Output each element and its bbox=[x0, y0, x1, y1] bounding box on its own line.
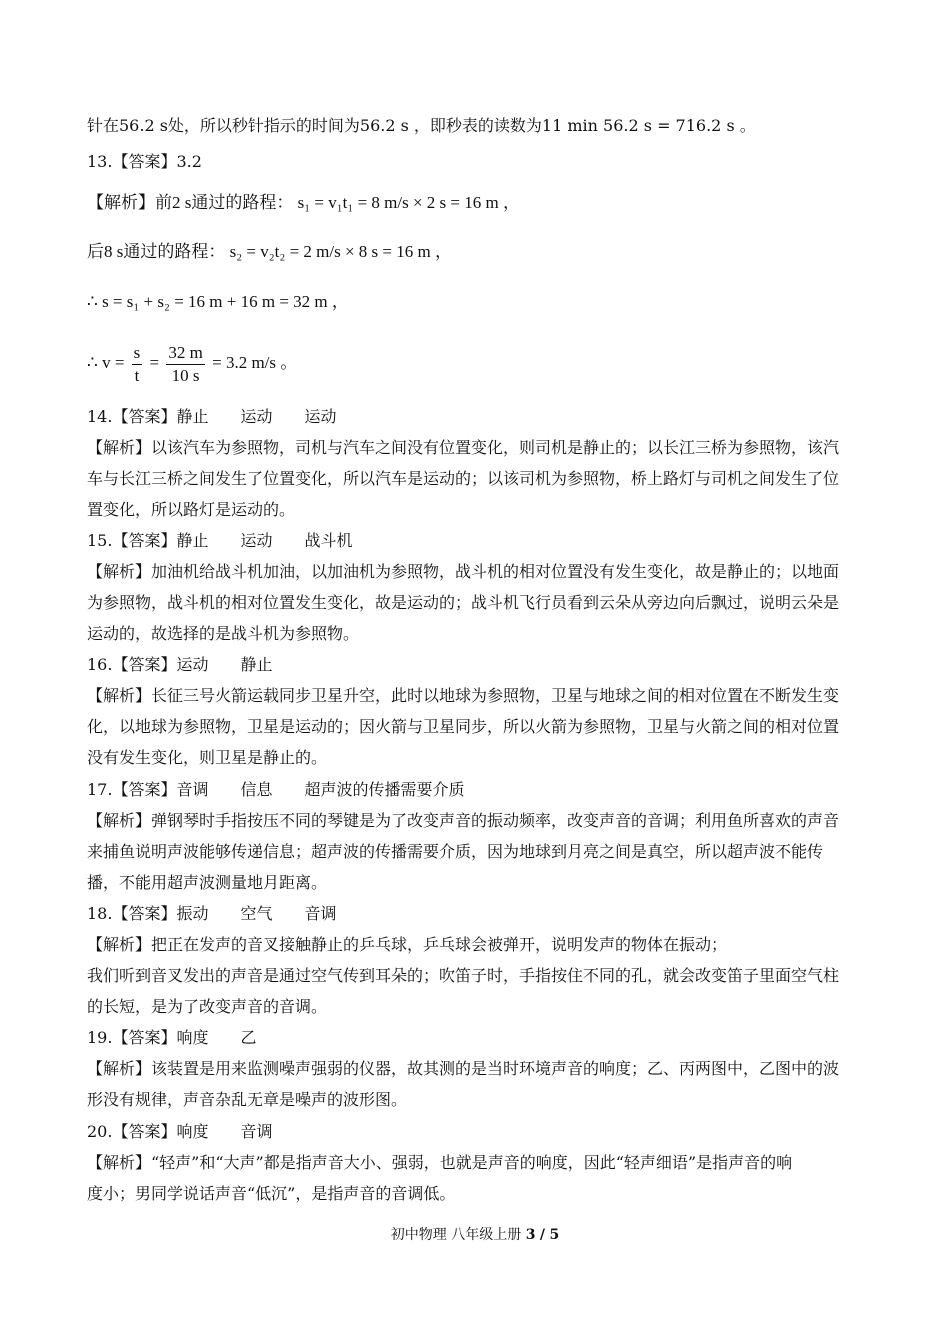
fraction-numerator: s bbox=[132, 342, 143, 365]
solution-17-line-1: 【解析】弹钢琴时手指按压不同的琴键是为了改变声音的振动频率，改变声音的音调；利用鱼所喜欢的声音 bbox=[87, 811, 840, 830]
solution-13-line-3: ∴ s = s₁ + s₂ = 16 m + 16 m = 32 m ， bbox=[87, 292, 349, 311]
solution-13-line-1: 【解析】前2 s通过的路程： s₁ = v₁t₁ = 8 m/s × 2 s = 16 m ， bbox=[87, 193, 520, 212]
answer-20: 20.【答案】响度 音调 bbox=[87, 1122, 273, 1141]
footer-separator: / bbox=[539, 1227, 546, 1243]
equals-sign: = bbox=[149, 353, 160, 372]
fraction-numerator: 32 m bbox=[166, 342, 204, 365]
answer-19: 19.【答案】响度 乙 bbox=[87, 1028, 257, 1047]
solution-15-line-3: 运动的，故选择的是战斗机为参照物。 bbox=[87, 624, 360, 643]
velocity-formula bbox=[87, 340, 867, 388]
answer-16: 16.【答案】运动 静止 bbox=[87, 655, 273, 674]
answer-15: 15.【答案】静止 运动 战斗机 bbox=[87, 531, 353, 550]
solution-18-line-3: 的长短，是为了改变声音的音调。 bbox=[87, 997, 328, 1016]
fraction-s-over-t bbox=[132, 342, 143, 387]
text-line: 针在56.2 s处，所以秒针指示的时间为56.2 s ，即秒表的读数为11 min 56.2 s = 716.2 s 。 bbox=[87, 116, 756, 135]
footer-page-number: 3 bbox=[525, 1227, 536, 1243]
answer-13: 13.【答案】3.2 bbox=[87, 152, 202, 171]
formula-result: = 3.2 m/s bbox=[212, 353, 277, 372]
footer-subject: 初中物理 八年级上册 bbox=[390, 1227, 522, 1243]
solution-14-line-2: 车与长江三桥之间发生了位置变化，所以汽车是运动的；以该司机为参照物，桥上路灯与司机之间发生了位 bbox=[87, 469, 840, 488]
solution-15-line-1: 【解析】加油机给战斗机加油，以加油机为参照物，战斗机的相对位置没有发生变化，故是静止的；以地面 bbox=[87, 562, 840, 581]
answer-18: 18.【答案】振动 空气 音调 bbox=[87, 904, 337, 923]
solution-15-line-2: 为参照物，战斗机的相对位置发生变化，故是运动的；战斗机飞行员看到云朵从旁边向后飘过，说明云朵是 bbox=[87, 593, 840, 612]
solution-16-line-3: 没有发生变化，则卫星是静止的。 bbox=[87, 748, 328, 767]
fraction-denominator: 10 s bbox=[171, 365, 200, 385]
solution-13-line-2: 后8 s通过的路程： s₂ = v₂t₂ = 2 m/s × 8 s = 16 m ， bbox=[87, 242, 452, 261]
solution-16-line-2: 化，以地球为参照物，卫星是运动的；因火箭与卫星同步，所以火箭为参照物，卫星与火箭之间的相对位置 bbox=[87, 717, 840, 736]
formula-suffix: 。 bbox=[280, 353, 298, 372]
footer-total-pages: 5 bbox=[549, 1227, 560, 1243]
fraction-values bbox=[166, 342, 204, 387]
solution-20-line-2: 度小；男同学说话声音“低沉”，是指声音的音调低。 bbox=[87, 1184, 456, 1203]
solution-19-line-2: 形没有规律，声音杂乱无章是噪声的波形图。 bbox=[87, 1090, 408, 1109]
solution-20-line-1: 【解析】“轻声”和“大声”都是指声音大小、强弱，也就是声音的响度，因此“轻声细语”是指声音的响 bbox=[87, 1153, 793, 1172]
solution-14-line-3: 置变化，所以路灯是运动的。 bbox=[87, 500, 296, 519]
formula-prefix: ∴ v = bbox=[87, 353, 125, 372]
fraction-denominator: t bbox=[134, 365, 140, 385]
solution-14-line-1: 【解析】以该汽车为参照物，司机与汽车之间没有位置变化，则司机是静止的；以长江三桥为参照物，该汽 bbox=[87, 438, 840, 457]
page-footer bbox=[0, 1226, 950, 1244]
solution-16-line-1: 【解析】长征三号火箭运载同步卫星升空，此时以地球为参照物，卫星与地球之间的相对位置在不断发生变 bbox=[87, 686, 840, 705]
solution-17-line-3: 播，不能用超声波测量地月距离。 bbox=[87, 873, 328, 892]
solution-17-line-2: 来捕鱼说明声波能够传递信息；超声波的传播需要介质，因为地球到月亮之间是真空，所以超声波不能传 bbox=[87, 842, 824, 861]
solution-18-line-1: 【解析】把正在发声的音叉接触静止的乒乓球，乒乓球会被弹开，说明发声的物体在振动； bbox=[87, 935, 728, 954]
answer-17: 17.【答案】音调 信息 超声波的传播需要介质 bbox=[87, 780, 465, 799]
answer-14: 14.【答案】静止 运动 运动 bbox=[87, 407, 337, 426]
solution-19-line-1: 【解析】该装置是用来监测噪声强弱的仪器，故其测的是当时环境声音的响度；乙、丙两图中，乙图中的波 bbox=[87, 1059, 840, 1078]
solution-18-line-2: 我们听到音叉发出的声音是通过空气传到耳朵的；吹笛子时，手指按住不同的孔，就会改变笛子里面空气柱 bbox=[87, 966, 840, 985]
